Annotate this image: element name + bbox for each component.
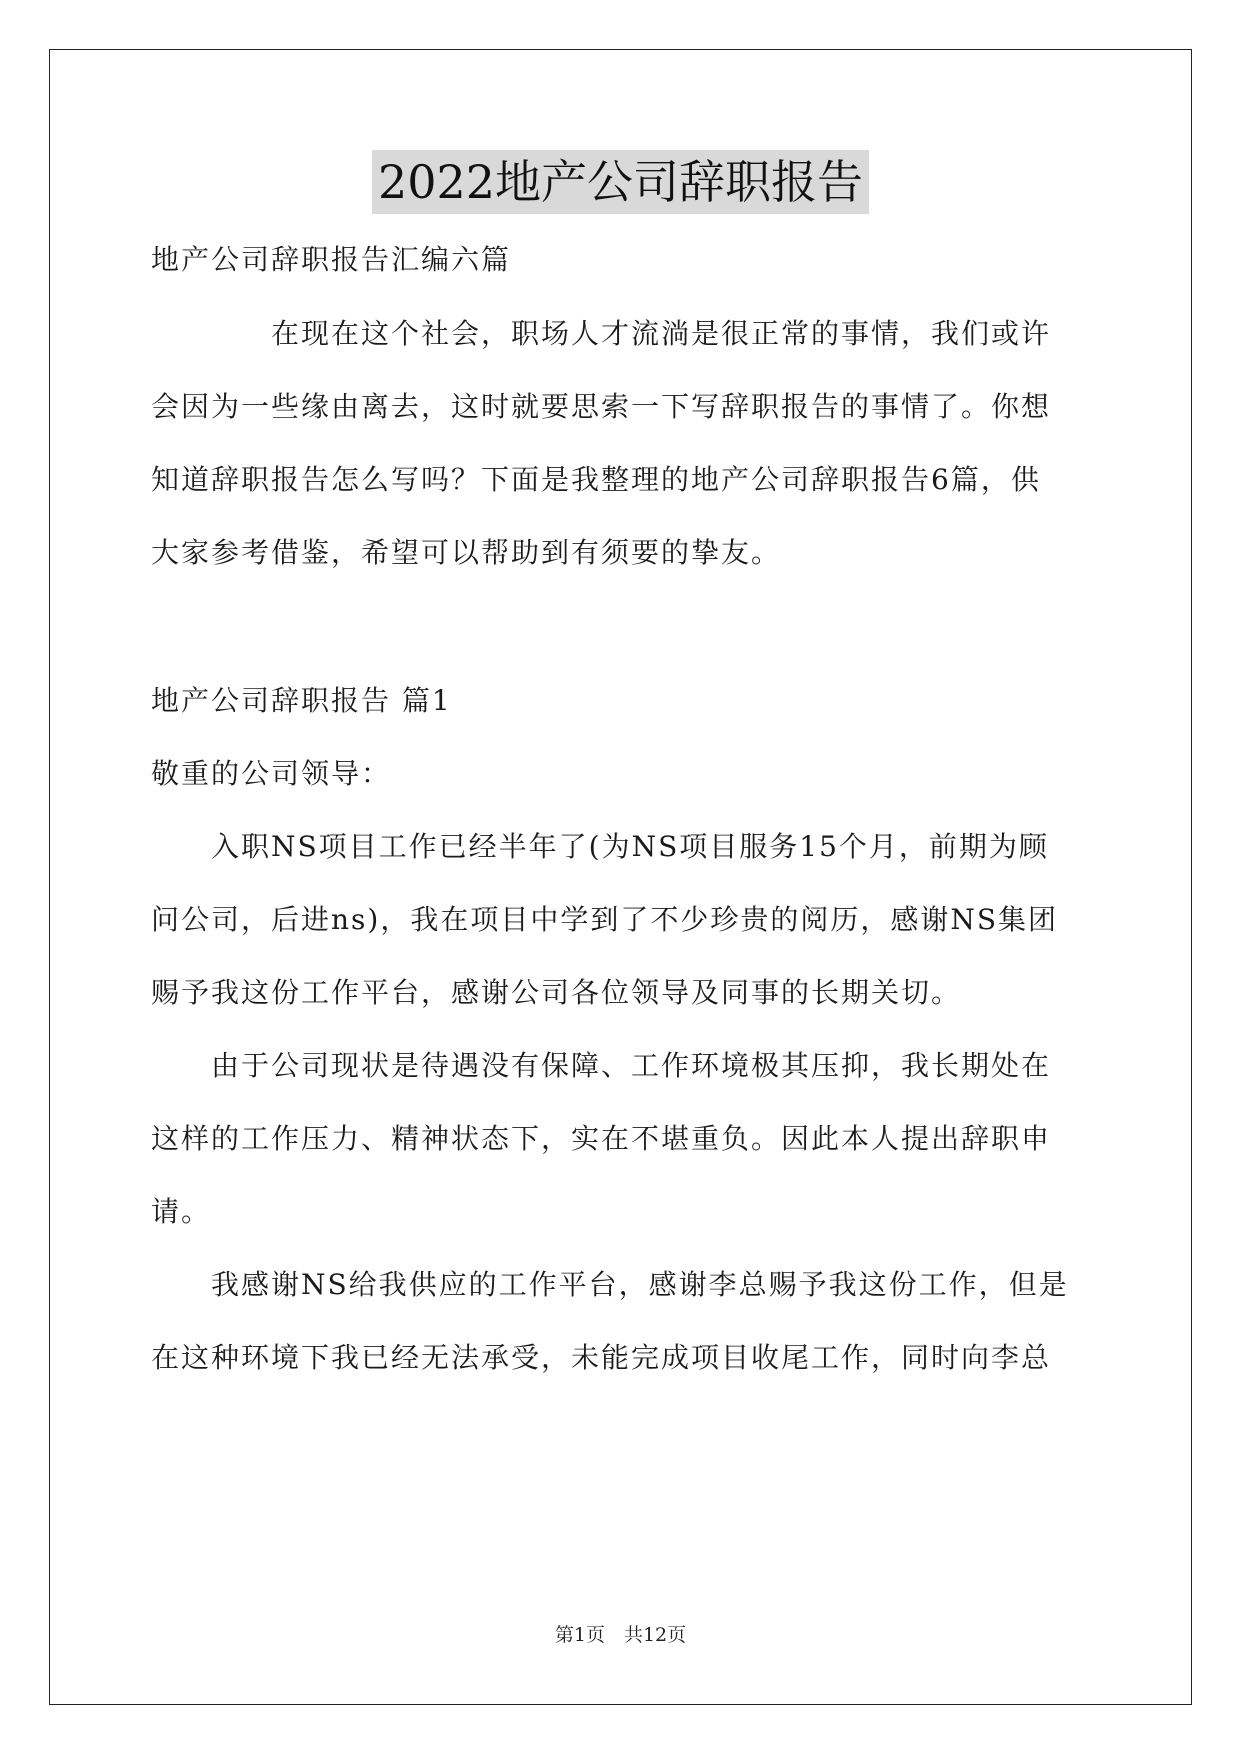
body-line: 知道辞职报告怎么写吗？下面是我整理的地产公司辞职报告6篇，供 [151,463,1041,496]
body-line: 请。 [151,1195,212,1228]
section-heading: 地产公司辞职报告 篇1 [151,684,452,717]
document-title: 2022地产公司辞职报告 [372,150,869,214]
body-line: 我感谢NS给我供应的工作平台，感谢李总赐予我这份工作，但是 [151,1268,1069,1301]
body-line: 在这种环境下我已经无法承受，未能完成项目收尾工作，同时向李总 [151,1341,1052,1374]
subtitle-line: 地产公司辞职报告汇编六篇 [151,243,512,276]
salutation: 敬重的公司领导： [151,757,392,790]
page-border [49,49,1192,1705]
body-line: 入职NS项目工作已经半年了(为NS项目服务15个月，前期为顾 [151,830,1049,863]
title-container [0,150,1241,214]
body-line: 这样的工作压力、精神状态下，实在不堪重负。因此本人提出辞职申 [151,1122,1052,1155]
body-line: 由于公司现状是待遇没有保障、工作环境极其压抑，我长期处在 [151,1049,1052,1082]
body-line: 问公司，后进ns)，我在项目中学到了不少珍贵的阅历，感谢NS集团 [151,903,1059,936]
body-line: 赐予我这份工作平台，感谢公司各位领导及同事的长期关切。 [151,976,962,1009]
body-line: 会因为一些缘由离去，这时就要思索一下写辞职报告的事情了。你想 [151,390,1052,423]
page-number: 第1页 共12页 [554,1624,687,1646]
body-line: 大家参考借鉴，希望可以帮助到有须要的挚友。 [151,536,782,569]
body-line: 在现在这个社会，职场人才流淌是很正常的事情，我们或许 [151,317,1052,350]
